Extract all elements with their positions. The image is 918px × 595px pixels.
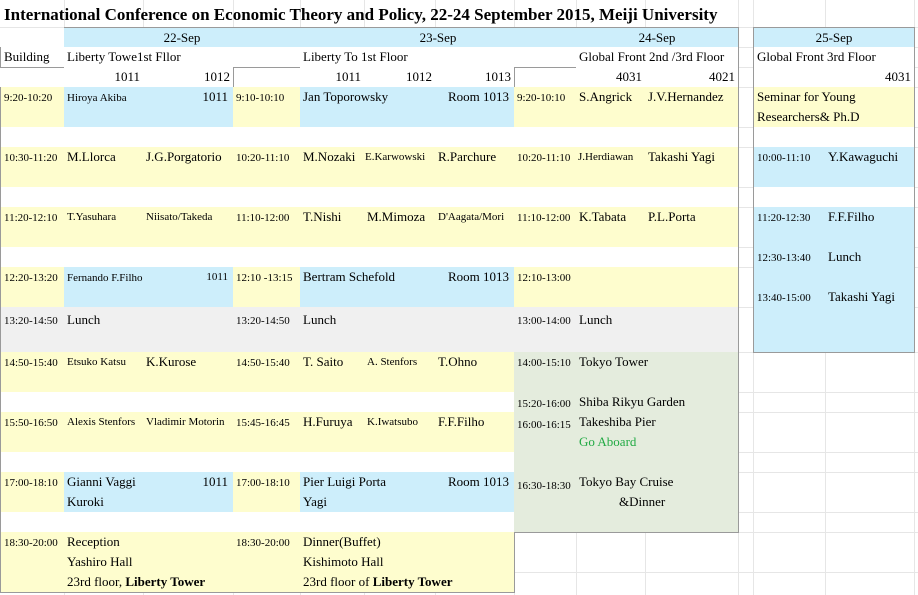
session-23-6a: T. Saito [300,352,365,393]
session-22-3a: T.Yasuhara [64,207,144,248]
room-23b: 1012 [364,67,436,88]
break-row [514,127,739,148]
time-23-4: 12:10 -13:15 [233,267,301,308]
session-23-7a: H.Furuya [300,412,365,453]
session-24-1b: J.V.Hernandez [645,87,739,128]
session-23-6c: T.Ohno [435,352,515,393]
session-22-2b: J.G.Porgatorio [143,147,234,188]
session-22-1: Hiroya Akiba 1011 [64,87,234,128]
time-24-4: 12:10-13:00 [514,267,577,308]
time-24-3: 11:10-12:00 [514,207,577,248]
session-22-2a: M.Llorca [64,147,144,188]
break-row [753,187,915,208]
time-24-6: 14:00-15:10 [517,357,571,369]
session-23-7c: F.F.Filho [435,412,515,453]
time-22-8: 17:00-18:10 [0,472,65,513]
day-header-22: 22-Sep [64,27,301,48]
room-23a: 1011 [300,67,365,88]
session-25-5: Takashi Yagi [825,287,915,353]
session-22-7a: Alexis Stenfors [64,412,144,453]
room-24b: 4021 [645,67,739,88]
time-24-2: 10:20-11:10 [514,147,577,188]
break-row [233,452,515,473]
room-label: Room 1013 [447,89,509,104]
time-25-2: 10:00-11:10 [753,147,826,188]
time-22-9: 18:30-20:00 [0,532,65,593]
time-24-7: 15:20-16:00 [517,398,571,410]
day-header-23: 23-Sep [300,27,577,48]
room-label: Room 1013 [447,269,509,284]
room-label: Room 1013 [447,474,509,489]
time-22-5: 13:20-14:50 [0,307,65,353]
session-22-8: Gianni Vaggi 1011 Kuroki [64,472,234,513]
time-22-4: 12:20-13:20 [0,267,65,308]
session-24-2b: Takashi Yagi [645,147,739,188]
lunch-23: Lunch [300,307,515,353]
session-23-7b: K.Iwatsubo [364,412,436,453]
session-22-6a: Etsuko Katsu [64,352,144,393]
time-22-7: 15:50-16:50 [0,412,65,453]
session-23-3c: D'Aagata/Mori [435,207,515,248]
room-label: 1011 [202,474,228,489]
time-25-4: 12:30-13:40 [753,247,826,288]
lunch-22: Lunch [64,307,234,353]
room-label: 1011 [206,271,228,283]
lunch-25: Lunch [825,247,915,288]
building-label: Building [0,47,65,68]
seminar-25: Seminar for Young Researchers& Ph.D [753,87,915,128]
dinner-23: Dinner(Buffet) Kishimoto Hall 23rd floor of Liberty Tower [300,532,515,593]
break-row [233,512,515,533]
time-23-3: 11:10-12:00 [233,207,301,248]
time-24-1: 9:20-10:10 [514,87,577,128]
building-23: Liberty To 1st Floor [300,47,577,68]
room-22a: 1011 [64,67,144,88]
building-25: Global Front 3rd Floor [753,47,915,68]
room-25: 4031 [753,67,915,88]
session-22-6b: K.Kurose [143,352,234,393]
time-24-5: 13:00-14:00 [514,307,577,353]
page-title: International Conference on Economic Theory and Policy, 22-24 September 2015, Meiji University [4,5,718,24]
reception-22: Reception Yashiro Hall 23rd floor, Liberty Tower [64,532,234,593]
time-23-5: 13:20-14:50 [233,307,301,353]
time-23-6: 14:50-15:40 [233,352,301,393]
break-row [0,512,234,533]
lunch-24: Lunch [576,307,739,353]
break-row [514,187,739,208]
room-label: 1011 [202,89,228,104]
session-23-8: Pier Luigi Porta Room 1013 Yagi [300,472,515,513]
break-row [233,392,515,413]
session-24-4 [576,267,739,308]
session-25-2: Y.Kawaguchi [825,147,915,188]
session-24-3b: P.L.Porta [645,207,739,248]
break-row [514,247,739,268]
excursion-cruise: Takeshiba Pier Go Aboard Tokyo Bay Cruise &Dinner [576,412,739,533]
session-22-3b: Niisato/Takeda [143,207,234,248]
time-23-2: 10:20-11:10 [233,147,301,188]
building-22: Liberty Towe1st Fllor [64,47,301,68]
session-24-1a: S.Angrick [576,87,646,128]
break-row [233,127,515,148]
day-header-24: 24-Sep [576,27,739,48]
session-22-4: Fernando F.Filho 1011 [64,267,234,308]
building-24: Global Front 2nd /3rd Floor [576,47,739,68]
time-25-5: 13:40-15:00 [753,287,826,353]
time-23-9: 18:30-20:00 [233,532,301,593]
excursion-tokyo-tower: Tokyo Tower Shiba Rikyu Garden [576,352,739,413]
break-row [233,187,515,208]
time-22-6: 14:50-15:40 [0,352,65,393]
break-row [0,187,234,208]
break-row [753,127,915,148]
session-22-7b: Vladimir Motorin [143,412,234,453]
break-row [0,392,234,413]
time-23-7: 15:45-16:45 [233,412,301,453]
time-22-2: 10:30-11:20 [0,147,65,188]
time-24-8: 16:00-16:15 [517,419,571,431]
break-row [0,247,234,268]
time-24-9: 16:30-18:30 [517,480,571,492]
day-header-25: 25-Sep [753,27,915,48]
session-24-2a: J.Herdiawan [576,147,646,188]
session-23-4: Bertram Schefold Room 1013 [300,267,515,308]
session-23-2b: E.Karwowski [364,147,436,188]
session-23-3a: T.Nishi [300,207,365,248]
time-22-1: 9:20-10:20 [0,87,65,128]
time-23-1: 9:10-10:10 [233,87,301,128]
time-23-8: 17:00-18:10 [233,472,301,513]
break-row [0,127,234,148]
break-row [233,247,515,268]
room-22b: 1012 [143,67,234,88]
break-row [0,452,234,473]
session-25-3: F.F.Filho [825,207,915,248]
room-23c: 1013 [435,67,515,88]
session-23-2a: M.Nozaki [300,147,365,188]
session-23-6b: A. Stenfors [364,352,436,393]
time-25-3: 11:20-12:30 [753,207,826,248]
session-23-1: Jan Toporowsky Room 1013 [300,87,515,128]
excursion-time-column [514,352,577,533]
session-24-3a: K.Tabata [576,207,646,248]
time-22-3: 11:20-12:10 [0,207,65,248]
session-23-2c: R.Parchure [435,147,515,188]
session-23-3b: M.Mimoza [364,207,436,248]
room-24a: 4031 [576,67,646,88]
